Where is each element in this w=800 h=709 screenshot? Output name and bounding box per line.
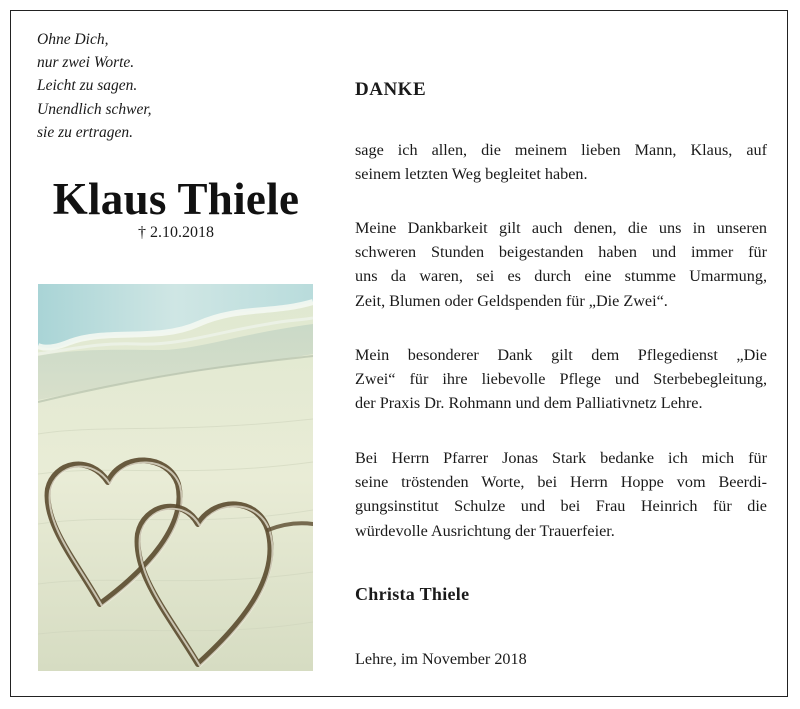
place-and-date: Lehre, im November 2018: [355, 650, 527, 668]
thanks-paragraph: [355, 216, 767, 313]
text-line: schweren Stunden beigestanden haben und immer für: [355, 243, 767, 262]
thanks-paragraph: [355, 138, 767, 186]
poem-line: Unendlich schwer,: [37, 100, 152, 118]
poem-line: sie zu ertragen.: [37, 123, 134, 141]
deceased-name: Klaus Thiele: [52, 174, 300, 224]
text-line: würdevolle Ausrichtung der Trauerfeier.: [355, 521, 615, 540]
left-column: [11, 11, 341, 696]
death-date: † 2.10.2018: [138, 224, 214, 241]
thanks-column: [355, 11, 771, 696]
thanks-paragraph: [355, 343, 767, 416]
thanks-heading: DANKE: [355, 79, 427, 100]
text-line: Mein besonderer Dank gilt dem Pflegedienst „Die: [355, 346, 767, 364]
text-line: uns da waren, sei es durch eine stumme Umarmung,: [355, 267, 767, 286]
text-line: gungsinstitut Schulze und bei Frau Heinrich für die: [355, 497, 767, 516]
thanks-paragraph: [355, 446, 767, 543]
signature: Christa Thiele: [355, 584, 470, 604]
text-line: Bei Herrn Pfarrer Jonas Stark bedanke ich mich für: [355, 449, 767, 467]
memorial-poem: [37, 28, 152, 144]
hearts-in-sand-photo: [38, 284, 313, 671]
text-line: der Praxis Dr. Rohmann und dem Palliativnetz Lehre.: [355, 394, 703, 413]
text-line: Zeit, Blumen oder Geldspenden für „Die Zwei“.: [355, 291, 668, 310]
text-line: seine tröstenden Worte, bei Herrn Hoppe vom Beerdi-: [355, 473, 767, 492]
text-line: seinem letzten Weg begleitet haben.: [355, 165, 588, 184]
obituary-notice: [10, 10, 788, 697]
text-line: sage ich allen, die meinem lieben Mann, Klaus, auf: [355, 141, 767, 159]
poem-line: nur zwei Worte.: [37, 54, 135, 72]
poem-line: Ohne Dich,: [37, 31, 109, 48]
text-line: Zwei“ für ihre liebevolle Pflege und Sterbebegleitung,: [355, 370, 767, 389]
text-line: Meine Dankbarkeit gilt auch denen, die uns in unseren: [355, 219, 767, 237]
poem-line: Leicht zu sagen.: [37, 77, 138, 95]
